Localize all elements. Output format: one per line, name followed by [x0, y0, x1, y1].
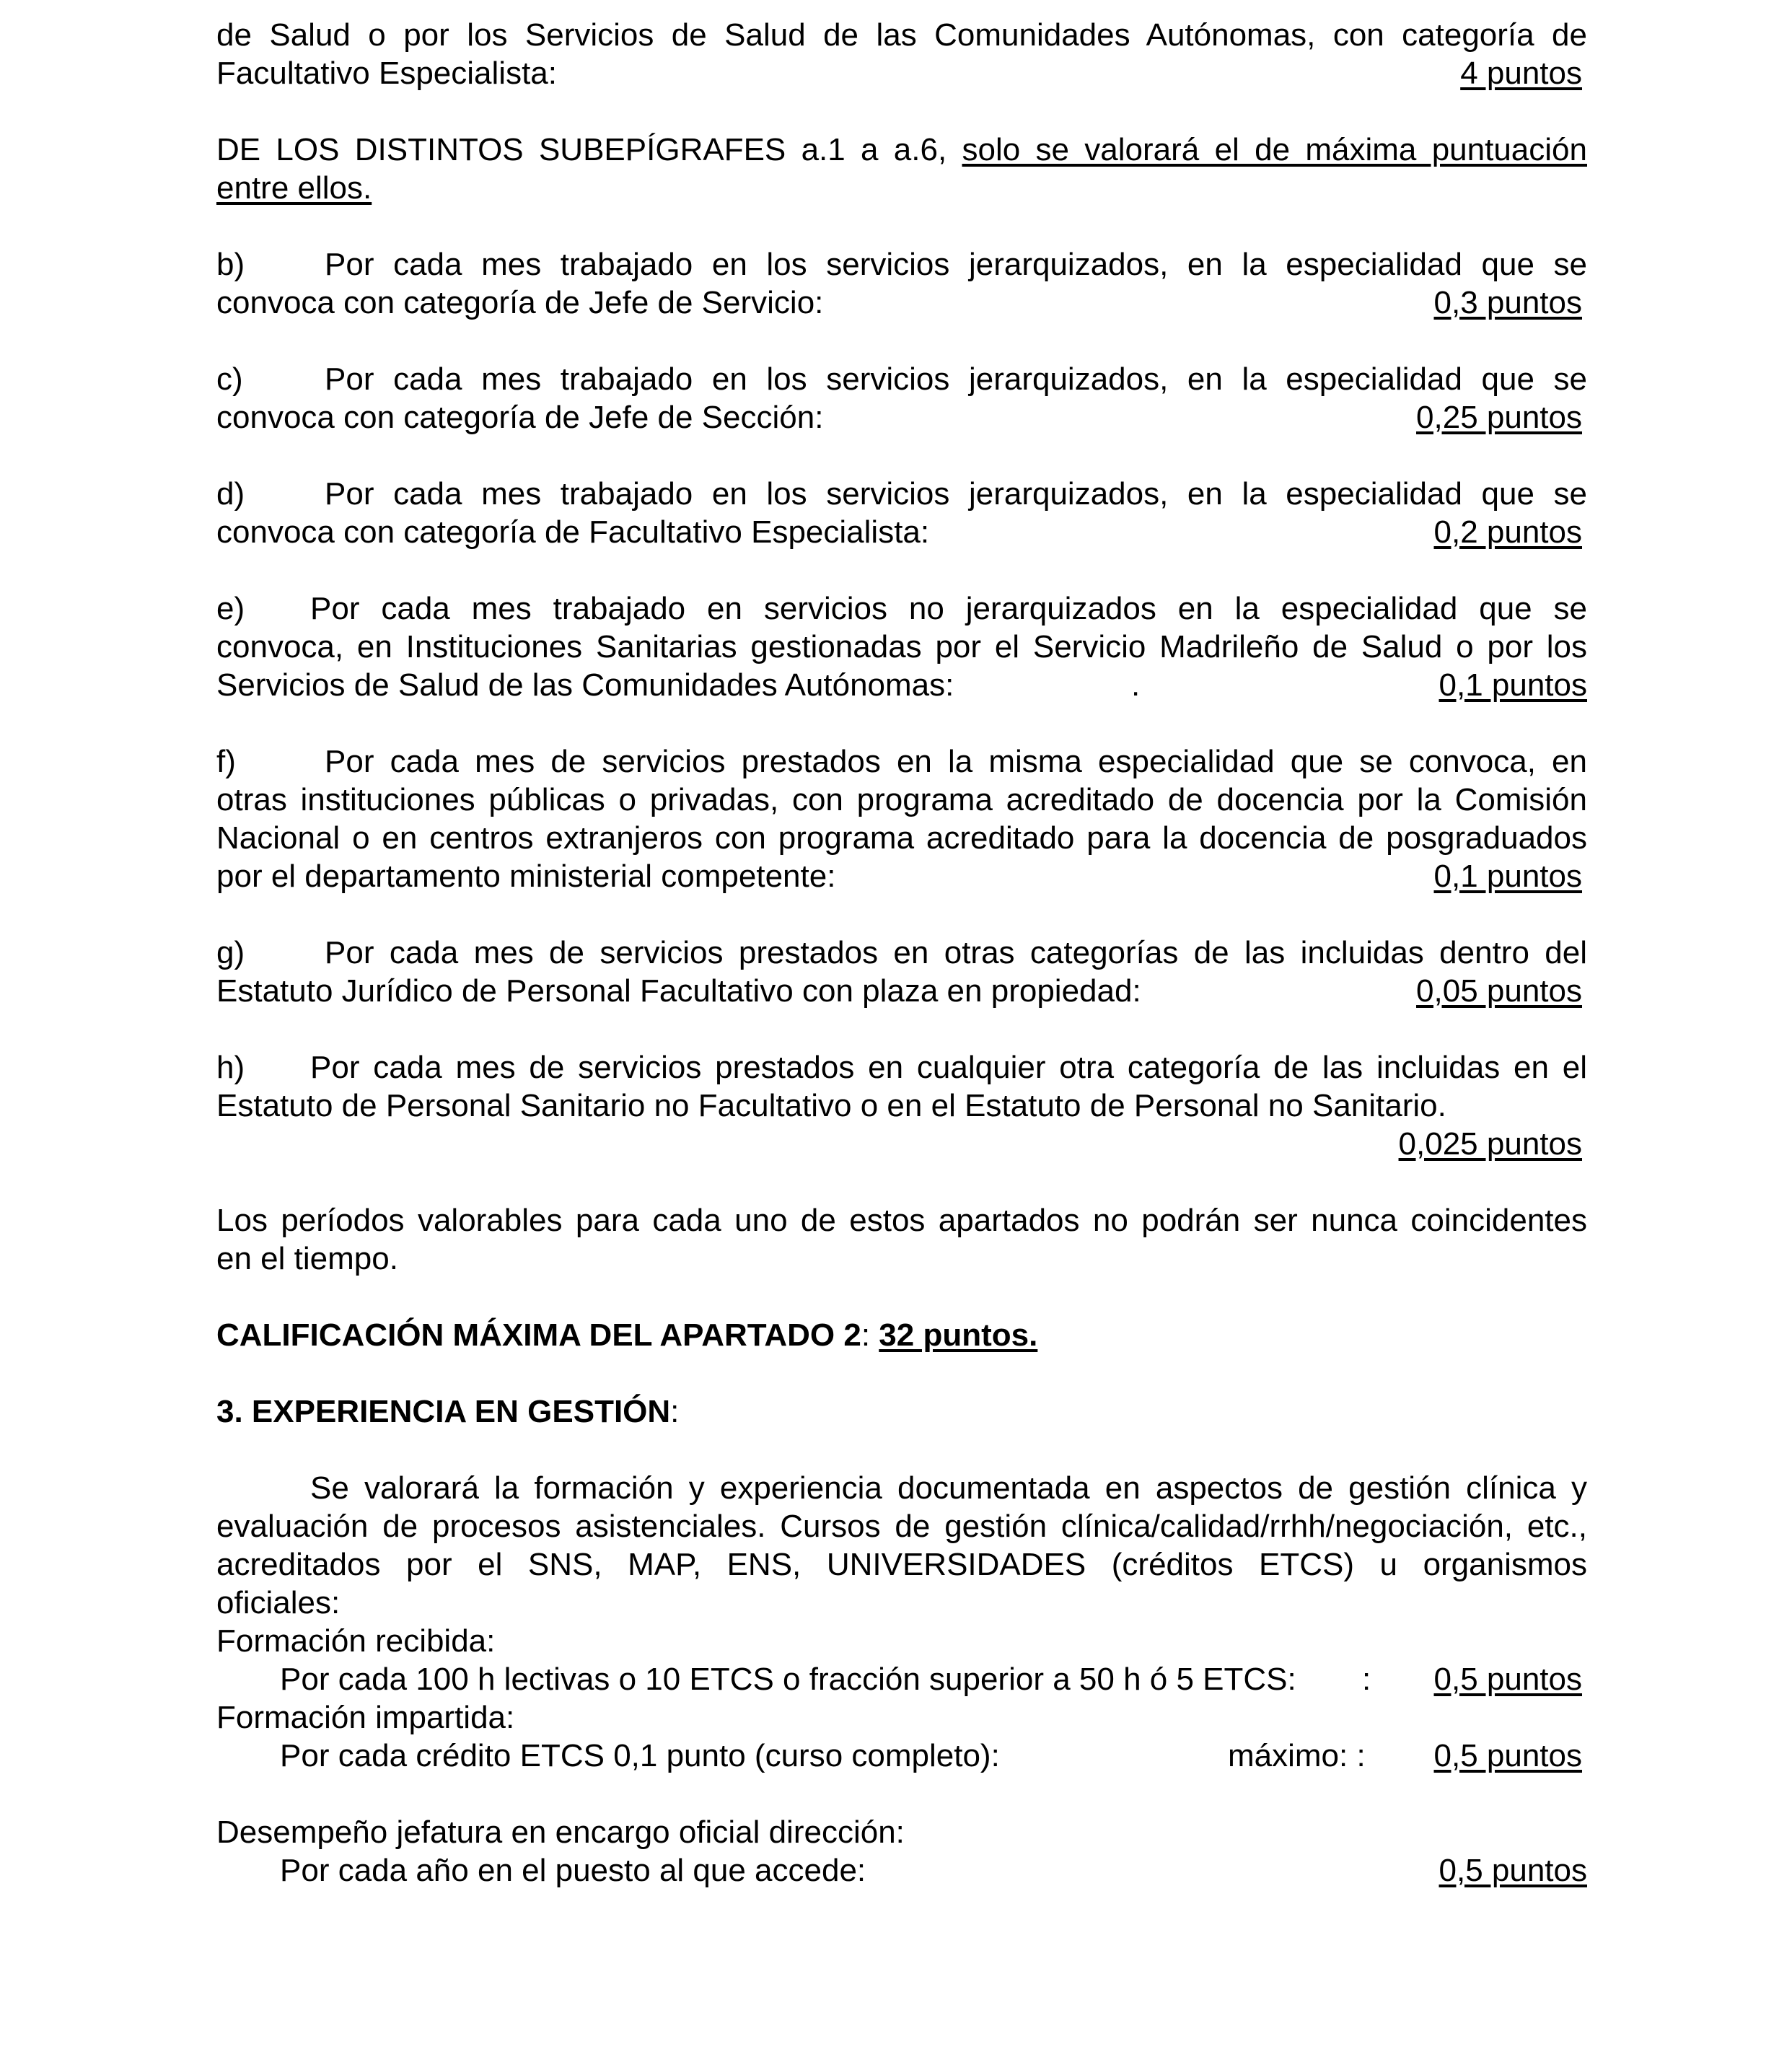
item-text: Estatuto de Personal Sanitario no Facultativo o en el Estatuto de Personal no Sanitario. — [216, 1088, 1446, 1123]
item-label: d) — [216, 476, 245, 512]
item-label: h) — [216, 1050, 245, 1085]
item-text: convoca con categoría de Facultativo Especialista: — [216, 514, 930, 550]
section-text: Se valorará la formación y experiencia documentada en aspectos de gestión clínica y — [310, 1470, 1587, 1506]
intro-row — [216, 54, 1582, 92]
points-value: 0,3 puntos — [1433, 285, 1582, 320]
section-text: acreditados por el SNS, MAP, ENS, UNIVERSIDADES (créditos ETCS) u organismos — [216, 1547, 1587, 1582]
item-text: Estatuto Jurídico de Personal Facultativo con plaza en propiedad: — [216, 973, 1141, 1009]
taught-text: Por cada crédito ETCS 0,1 punto (curso completo): — [280, 1738, 1000, 1773]
item-label: g) — [216, 935, 245, 970]
item-g-line — [216, 934, 1587, 972]
item-text: convoca con categoría de Jefe de Sección: — [216, 400, 824, 435]
item-text: Por cada mes trabajado en servicios no jerarquizados en la especialidad que se — [310, 591, 1587, 626]
points-value: 0,25 puntos — [1416, 400, 1582, 435]
section-text: evaluación de procesos asistenciales. Cursos de gestión clínica/calidad/rrhh/negociación, etc., — [216, 1509, 1587, 1544]
item-text: otras instituciones públicas o privadas, con programa acreditado de docencia por la Comisión — [216, 782, 1587, 817]
points-value: 4 puntos — [1460, 56, 1582, 91]
points-value: 0,5 puntos — [1433, 1738, 1582, 1773]
item-text: Nacional o en centros extranjeros con programa acreditado para la docencia de posgraduados — [216, 820, 1587, 856]
item-e-line — [216, 589, 1587, 628]
item-b-line — [216, 245, 1587, 284]
section-3-title: 3. EXPERIENCIA EN GESTIÓN — [216, 1394, 671, 1429]
note-prefix: DE LOS DISTINTOS SUBEPÍGRAFES a.1 a a.6, — [216, 132, 962, 167]
item-d-line — [216, 475, 1587, 513]
points-value: 0,1 puntos — [1439, 667, 1587, 703]
item-text: Por cada mes de servicios prestados en la misma especialidad que se convoca, en — [325, 744, 1587, 779]
periods-text: Los períodos valorables para cada uno de estos apartados no podrán ser nunca coincidentes — [216, 1203, 1587, 1238]
leadership-text: Por cada año en el puesto al que accede: — [280, 1853, 866, 1888]
colon: : — [1362, 1662, 1371, 1697]
item-label: c) — [216, 361, 243, 397]
item-label: f) — [216, 744, 236, 779]
item-text: Por cada mes trabajado en los servicios jerarquizados, en la especialidad que se — [325, 476, 1587, 512]
colon: : — [670, 1394, 680, 1429]
max-score-value: 32 puntos. — [879, 1317, 1038, 1353]
item-text: Por cada mes trabajado en los servicios jerarquizados, en la especialidad que se — [325, 361, 1587, 397]
taught-label: Formación impartida: — [216, 1700, 515, 1735]
colon: : — [861, 1317, 879, 1353]
max-label: máximo: : — [1228, 1738, 1366, 1773]
item-f-line — [216, 742, 1587, 781]
points-value: 0,5 puntos — [1433, 1662, 1582, 1697]
item-text: Servicios de Salud de las Comunidades Autónomas: — [216, 667, 954, 703]
points-value: 0,2 puntos — [1433, 514, 1582, 550]
item-c-line — [216, 360, 1587, 398]
points-value: 0,025 puntos — [1398, 1126, 1582, 1162]
section-title — [216, 1392, 1587, 1431]
points-value: 0,1 puntos — [1433, 859, 1582, 894]
note-underlined: solo se valorará el de máxima puntuación — [962, 132, 1587, 167]
item-text: convoca con categoría de Jefe de Servicio: — [216, 285, 824, 320]
document-page — [216, 16, 1587, 1890]
item-text: Por cada mes trabajado en los servicios jerarquizados, en la especialidad que se — [325, 247, 1587, 282]
points-value: 0,5 puntos — [1439, 1853, 1587, 1888]
max-score — [216, 1316, 1587, 1354]
item-label: e) — [216, 591, 245, 626]
item-text: por el departamento ministerial competente: — [216, 859, 836, 894]
item-text: convoca, en Instituciones Sanitarias gestionadas por el Servicio Madrileño de Salud o por los — [216, 629, 1587, 664]
points-value: 0,05 puntos — [1416, 973, 1582, 1009]
dot: . — [1131, 667, 1141, 703]
item-label: b) — [216, 247, 245, 282]
item-text: Por cada mes de servicios prestados en otras categorías de las incluidas dentro del — [325, 935, 1587, 970]
max-score-label: CALIFICACIÓN MÁXIMA DEL APARTADO 2 — [216, 1317, 861, 1353]
received-text: Por cada 100 h lectivas o 10 ETCS o fracción superior a 50 h ó 5 ETCS: — [280, 1662, 1296, 1697]
periods-text: en el tiempo. — [216, 1241, 398, 1276]
leadership-label: Desempeño jefatura en encargo oficial dirección: — [216, 1815, 905, 1850]
intro-line: de Salud o por los Servicios de Salud de las Comunidades Autónomas, con categoría de — [216, 17, 1587, 53]
item-text: Por cada mes de servicios prestados en cualquier otra categoría de las incluidas en el — [310, 1050, 1587, 1085]
received-label: Formación recibida: — [216, 1623, 496, 1659]
note-line — [216, 131, 1587, 169]
section-text: oficiales: — [216, 1585, 341, 1620]
item-h-line — [216, 1048, 1587, 1087]
note-underlined: entre ellos. — [216, 170, 372, 206]
intro-text: Facultativo Especialista: — [216, 56, 557, 91]
